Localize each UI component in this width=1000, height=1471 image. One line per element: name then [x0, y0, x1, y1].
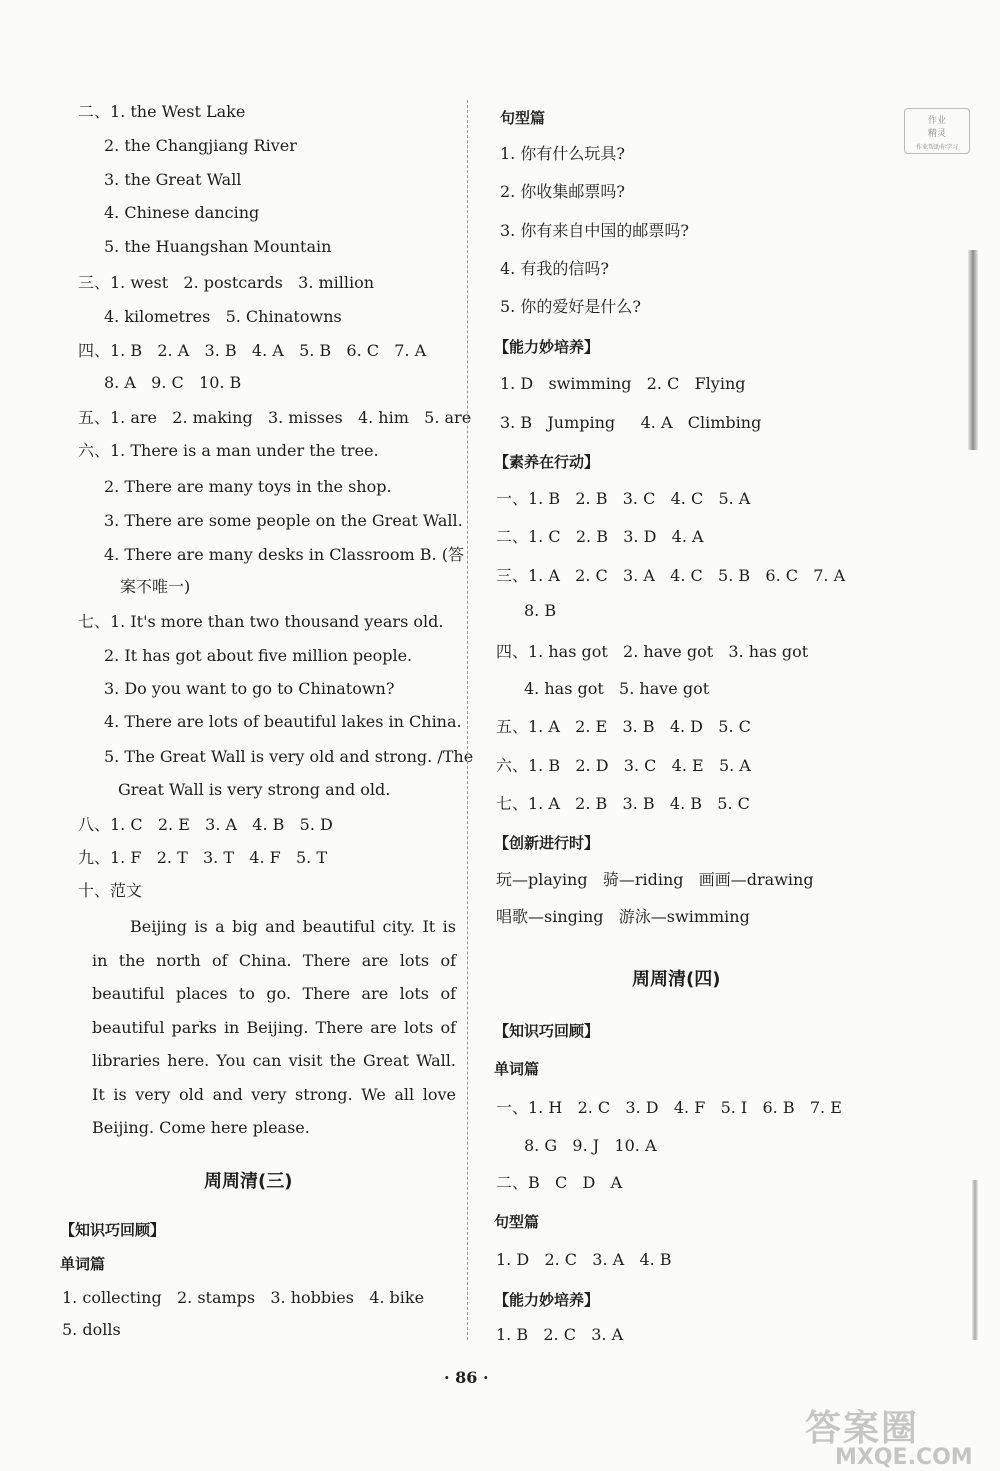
page-number: · 86 ·	[444, 1368, 489, 1387]
review-heading: 【知识巧回顾】	[60, 1221, 166, 1239]
answer-line: 1. D 2. C 3. A 4. B	[496, 1250, 672, 1269]
answer-line: 8. G 9. J 10. A	[524, 1136, 657, 1155]
week3-title: 周周清(三)	[204, 1171, 293, 1192]
answer-line: 二、1. C 2. B 3. D 4. A	[496, 527, 704, 546]
answer-line: 二、1. the West Lake	[78, 102, 246, 121]
watermark-main: 答案圈	[805, 1408, 920, 1449]
words-heading: 单词篇	[494, 1060, 540, 1078]
answer-line: 5. 你的爱好是什么?	[500, 297, 641, 316]
answer-line: 2. the Changjiang River	[104, 136, 297, 155]
answer-line: 九、1. F 2. T 3. T 4. F 5. T	[78, 848, 328, 867]
stamp-line: 作业	[927, 116, 946, 126]
answer-line: 唱歌—singing 游泳—swimming	[496, 907, 750, 926]
answer-line: 4. There are lots of beautiful lakes in China.	[104, 712, 462, 731]
column-divider	[467, 100, 469, 1340]
answer-line: 4. Chinese dancing	[104, 203, 260, 222]
answer-line: 2. There are many toys in the shop.	[104, 477, 392, 496]
answer-line: 六、1. B 2. D 3. C 4. E 5. A	[496, 756, 751, 775]
stamp-line: 作业帮助你学习	[915, 144, 958, 151]
answer-line: 二、B C D A	[496, 1173, 623, 1192]
answer-line: 四、1. B 2. A 3. B 4. A 5. B 6. C 7. A	[78, 341, 427, 360]
answer-line: 五、1. A 2. E 3. B 4. D 5. C	[496, 717, 751, 736]
action-heading: 【素养在行动】	[494, 453, 600, 471]
answer-line: 1. 你有什么玩具?	[500, 144, 625, 163]
answer-line: 4. kilometres 5. Chinatowns	[104, 307, 342, 326]
answer-line: 三、1. west 2. postcards 3. million	[78, 273, 375, 292]
model-essay: Beijing is a big and beautiful city. It is in the north of China. There are lots of beautiful places to go. There are lots of beautiful parks in Beijing. There are lots of libraries here. You can visit the Great Wall. It is very old and very strong. We all love Beijing. Come here please.	[92, 917, 456, 1137]
answer-line: 一、1. H 2. C 3. D 4. F 5. I 6. B 7. E	[496, 1098, 842, 1117]
answer-line: 5. The Great Wall is very old and strong. /The	[104, 747, 474, 766]
answer-line: 5. dolls	[62, 1320, 121, 1339]
answer-line: 8. A 9. C 10. B	[104, 373, 242, 392]
answer-line: 案不唯一)	[120, 577, 191, 596]
answer-line: 七、1. A 2. B 3. B 4. B 5. C	[496, 794, 750, 813]
innovation-heading: 【创新进行时】	[494, 834, 600, 852]
page-edge-shadow	[968, 250, 978, 450]
answer-line: 三、1. A 2. C 3. A 4. C 5. B 6. C 7. A	[496, 566, 846, 585]
answer-line: 8. B	[524, 601, 557, 620]
answer-line: 4. has got 5. have got	[524, 679, 710, 698]
ability-heading: 【能力妙培养】	[494, 1291, 600, 1309]
ability-heading: 【能力妙培养】	[494, 338, 600, 356]
answer-line: 3. 你有来自中国的邮票吗?	[500, 221, 689, 240]
page-edge-shadow	[972, 1180, 978, 1340]
stamp-line: 精灵	[927, 129, 946, 139]
section-heading: 十、范文	[78, 881, 143, 900]
answer-line: 八、1. C 2. E 3. A 4. B 5. D	[78, 815, 333, 834]
answer-line: 玩—playing 骑—riding 画画—drawing	[496, 870, 814, 889]
answer-line: 1. D swimming 2. C Flying	[500, 374, 746, 393]
answer-line: Great Wall is very strong and old.	[118, 780, 391, 799]
answer-line: 3. There are some people on the Great Wall.	[104, 511, 463, 530]
sentences-heading: 句型篇	[494, 1213, 540, 1231]
answer-line: 2. It has got about five million people.	[104, 646, 413, 665]
watermark-logo	[805, 1400, 995, 1468]
sentences-heading: 句型篇	[500, 109, 546, 127]
words-heading: 单词篇	[60, 1255, 106, 1273]
answer-line: 4. 有我的信吗?	[500, 259, 609, 278]
answer-line: 3. the Great Wall	[104, 170, 242, 189]
answer-line: 七、1. It's more than two thousand years old.	[78, 612, 444, 631]
answer-line: 五、1. are 2. making 3. misses 4. him 5. are	[78, 408, 472, 427]
watermark-sub: MXQE.COM	[835, 1445, 973, 1470]
answer-line: 1. B 2. C 3. A	[496, 1325, 624, 1344]
answer-line: 4. There are many desks in Classroom B. (答	[104, 545, 464, 564]
answer-line: 3. B Jumping 4. A Climbing	[500, 413, 762, 432]
answer-line: 1. collecting 2. stamps 3. hobbies 4. bike	[62, 1288, 425, 1307]
week4-title: 周周清(四)	[632, 969, 721, 990]
answer-line: 六、1. There is a man under the tree.	[78, 441, 379, 460]
answer-line: 四、1. has got 2. have got 3. has got	[496, 642, 809, 661]
answer-line: 一、1. B 2. B 3. C 4. C 5. A	[496, 489, 751, 508]
review-heading: 【知识巧回顾】	[494, 1022, 600, 1040]
answer-line: 2. 你收集邮票吗?	[500, 182, 625, 201]
publisher-stamp	[904, 108, 970, 154]
answer-line: 5. the Huangshan Mountain	[104, 237, 332, 256]
answer-line: 3. Do you want to go to Chinatown?	[104, 679, 395, 698]
